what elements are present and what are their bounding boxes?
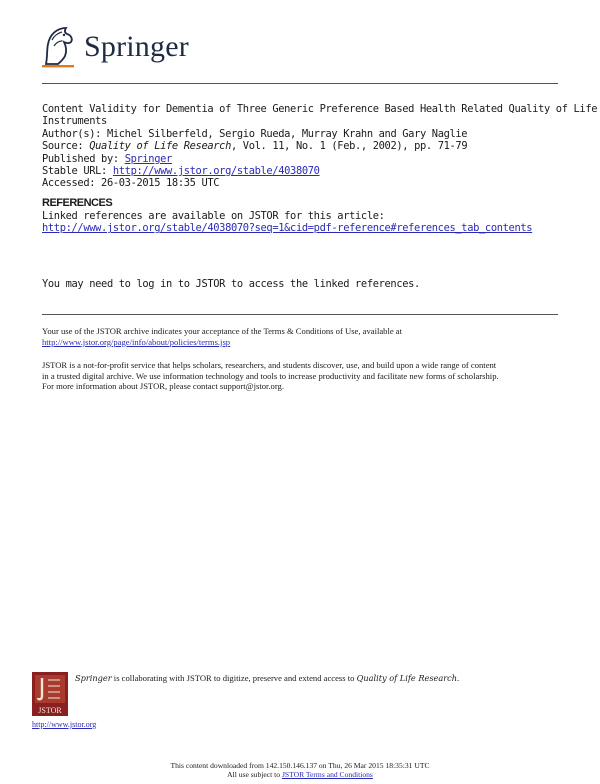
jstor-logo-text: JSTOR <box>38 706 62 715</box>
article-metadata <box>42 103 598 190</box>
collaboration-notice: Springer is collaborating with JSTOR to digitize, preserve and extend access to Quality of Life Research. <box>75 673 460 683</box>
source-line: Source: Quality of Life Research, Vol. 11, No. 1 (Feb., 2002), pp. 71-79 <box>42 140 468 153</box>
accessed-line: Accessed: 26-03-2015 18:35 UTC <box>42 177 220 190</box>
download-notice: This content downloaded from 142.150.146.137 on Thu, 26 Mar 2015 18:35:31 UTC <box>170 761 430 770</box>
article-title-line2: Instruments <box>42 115 107 128</box>
collab-publisher: Springer <box>75 673 112 683</box>
references-intro: Linked references are available on JSTOR for this article: <box>42 210 385 222</box>
stable-url-link[interactable]: http://www.jstor.org/stable/4038070 <box>112 165 320 178</box>
article-title-line1: Content Validity for Dementia of Three Generic Preference Based Health Related Quality of Life <box>42 103 598 115</box>
authors-line: Author(s): Michel Silberfeld, Sergio Rueda, Murray Krahn and Gary Naglie <box>42 127 468 140</box>
about-line2: in a trusted digital archive. We use information technology and tools to increase productivity and facilitate new forms of scholarship. <box>42 370 499 381</box>
about-line1: JSTOR is a not-for-profit service that helps scholars, researchers, and students discover, use, and build upon a wide range of content <box>42 360 497 370</box>
references-block <box>42 210 532 235</box>
springer-wordmark: Springer <box>84 30 189 63</box>
collab-journal: Quality of Life Research <box>356 673 458 683</box>
terms-link[interactable]: http://www.jstor.org/page/info/about/policies/terms.jsp <box>42 336 231 347</box>
stable-url-line: Stable URL: http://www.jstor.org/stable/4038070 <box>42 165 320 178</box>
terms-footer: All use subject to JSTOR Terms and Conditions <box>227 770 373 779</box>
login-note: You may need to log in to JSTOR to access the linked references. <box>42 278 420 290</box>
jstor-logo-icon <box>32 672 68 716</box>
terms-footer-link[interactable]: JSTOR Terms and Conditions <box>281 770 373 779</box>
references-link[interactable]: http://www.jstor.org/stable/4038070?seq=1&cid=pdf-reference#references_tab_contents <box>42 222 533 235</box>
about-jstor <box>42 360 572 392</box>
publisher-link[interactable]: Springer <box>124 152 172 165</box>
authors: Michel Silberfeld, Sergio Rueda, Murray Krahn and Gary Naglie <box>106 127 468 140</box>
springer-horse-icon <box>40 24 78 68</box>
jstor-home-link[interactable]: http://www.jstor.org <box>32 720 97 729</box>
journal-name: Quality of Life Research <box>89 140 231 153</box>
top-divider <box>42 83 558 84</box>
about-line3: For more information about JSTOR, please contact support@jstor.org. <box>42 381 284 392</box>
terms-block <box>42 326 562 347</box>
terms-text: Your use of the JSTOR archive indicates your acceptance of the Terms & Conditions of Use, available at <box>42 326 403 336</box>
springer-logo <box>40 24 189 68</box>
references-heading: REFERENCES <box>42 197 113 209</box>
middle-divider <box>42 314 558 315</box>
published-line: Published by: Springer <box>42 152 172 165</box>
